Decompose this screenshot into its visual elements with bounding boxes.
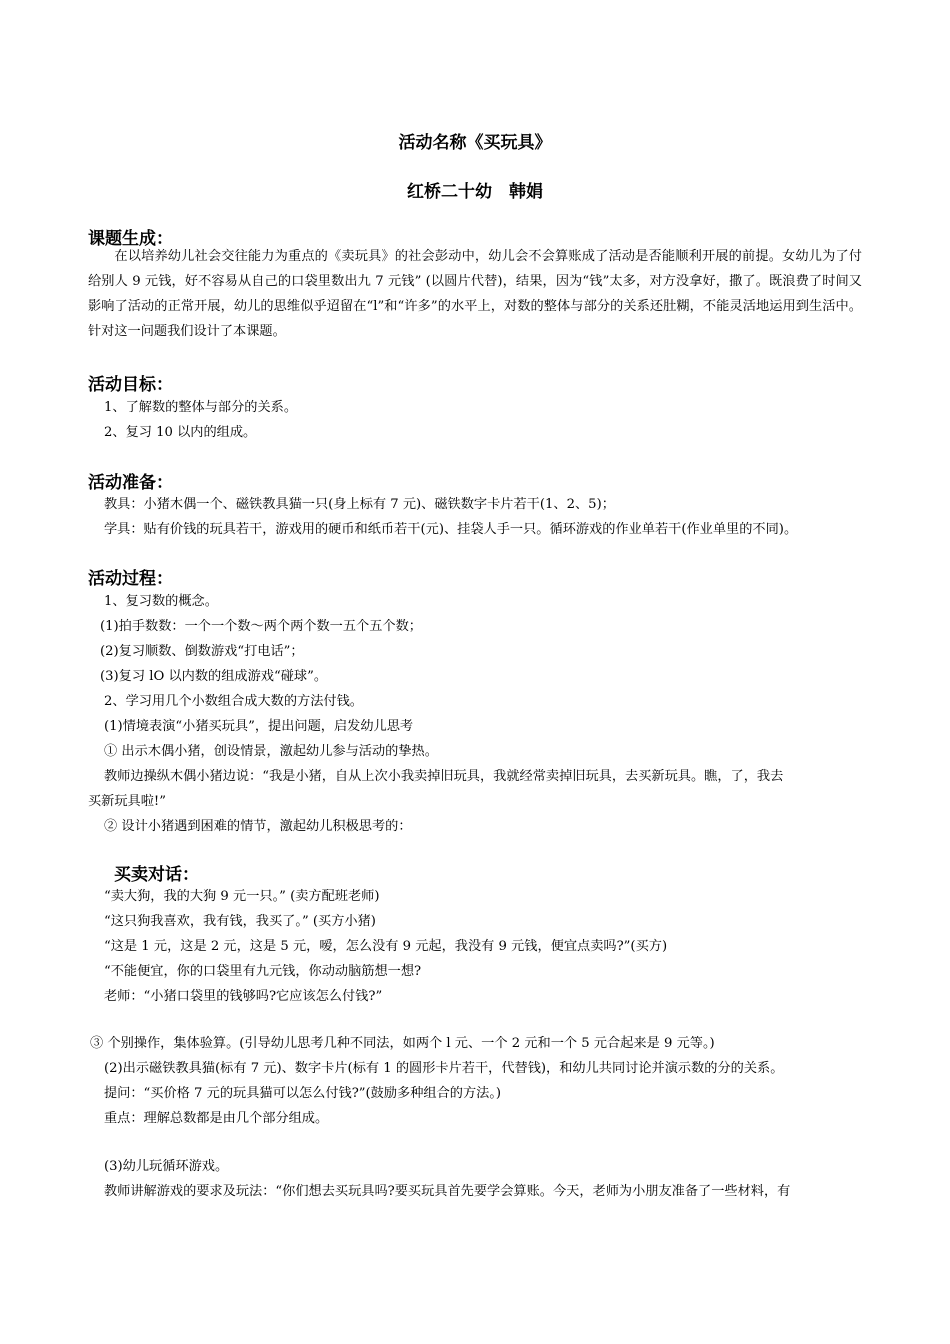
process-line: (1)拍手数数：一个一个数～两个两个数一五个五个数；	[100, 619, 422, 634]
procedure-line: (2)出示磁铁教具猫(标有 7 元)、数字卡片(标有 1 的圆形卡片若干，代替钱)，和幼儿共同讨论并演示数的分的关系。	[104, 1061, 784, 1076]
goal-item: 2、复习 10 以内的组成。	[104, 425, 257, 440]
process-line: 买新玩具啦!”	[88, 794, 166, 809]
process-line: (3)复习 lO 以内数的组成游戏“碰球”。	[100, 669, 328, 684]
section-heading-prep: 活动准备：	[88, 473, 173, 493]
dialogue-line: “不能便宜，你的口袋里有九元钱，你动动脑筋想一想?	[104, 964, 422, 979]
procedure-line: 提问：“买价格 7 元的玩具猫可以怎么付钱?”(鼓励多种组合的方法。)	[104, 1086, 502, 1101]
section-heading-process: 活动过程：	[88, 569, 173, 589]
prep-item-learning-aids: 学具：贴有价钱的玩具若干，游戏用的硬币和纸币若干(元)、挂袋人手一只。循环游戏的作业单若干(作业单里的不同)。	[104, 522, 798, 537]
process-line: (1)情境表演“小猪买玩具”，提出问题，启发幼儿思考	[104, 719, 414, 734]
prep-item-teaching-aids: 教具：小猪木偶一个、磁铁教具猫一只(身上标有 7 元)、磁铁数字卡片若干(1、2、5)；	[104, 497, 615, 512]
generation-paragraph: 在以培养幼儿社会交往能力为重点的《卖玩具》的社会彭动中，幼儿会不会算账成了活动是否能顺利开展的前提。女幼儿为了付给别人 9 元钱，好不容易从自己的口袋里数出九 7 元钱” (以圆片代替)，结果，因为“钱”太多，对方没拿好，撒了。既浪费了时间又影响了活动的正常开展，幼儿的思维似乎迢留在“l”和“许多”的水平上，对数的整体与部分的关系还肚糊，不能灵活地运用到生活中。针对这一问题我们设计了本课题。	[88, 249, 862, 339]
procedure-line: (3)幼儿玩循环游戏。	[104, 1159, 229, 1174]
section-heading-dialogue: 买卖对话：	[114, 865, 199, 885]
process-line: 2、学习用几个小数组合成大数的方法付钱。	[104, 694, 363, 709]
dialogue-line: “这只狗我喜欢，我有钱，我买了。” (买方小猪)	[104, 914, 376, 929]
procedure-line: ③ 个别操作，集体验算。(引导幼儿思考几种不同法，如两个 l 元、一个 2 元和一个 5 元合起来是 9 元等。)	[90, 1036, 715, 1051]
dialogue-line: “卖大狗，我的大狗 9 元一只。” (卖方配班老师)	[104, 889, 380, 904]
process-line: (2)复习顺数、倒数游戏“打电话”；	[100, 644, 304, 659]
procedure-line: 重点：理解总数都是由几个部分组成。	[104, 1111, 329, 1126]
process-line: ② 设计小猪遇到困难的情节，激起幼儿积极思考的：	[104, 819, 412, 834]
process-line: 教师边操纵木偶小猪边说：“我是小猪，自从上次小我卖掉旧玩具，我就经常卖掉旧玩具，去买新玩具。瞧，了，我去	[104, 769, 784, 784]
procedure-line: 教师讲解游戏的要求及玩法：“你们想去买玩具吗?要买玩具首先要学会算账。今天，老师为小朋友准备了一些材料，有	[104, 1184, 791, 1199]
goal-item: 1、了解数的整体与部分的关系。	[104, 400, 298, 415]
dialogue-line: “这是 1 元，这是 2 元，这是 5 元，嗳，怎么没有 9 元起，我没有 9 元钱，便宜点卖吗?”(买方)	[104, 939, 668, 954]
process-line: ① 出示木偶小猪，创设情景，激起幼儿参与活动的挚热。	[104, 744, 438, 759]
author-line: 红桥二十幼 韩娟	[407, 182, 543, 202]
section-heading-generation: 课题生成：	[88, 229, 173, 249]
dialogue-line: 老师：“小猪口袋里的钱够吗?它应该怎么付钱?”	[104, 989, 383, 1004]
process-line: 1、复习数的概念。	[104, 594, 218, 609]
section-heading-goals: 活动目标：	[88, 375, 173, 395]
document-title: 活动名称《买玩具》	[398, 133, 552, 153]
